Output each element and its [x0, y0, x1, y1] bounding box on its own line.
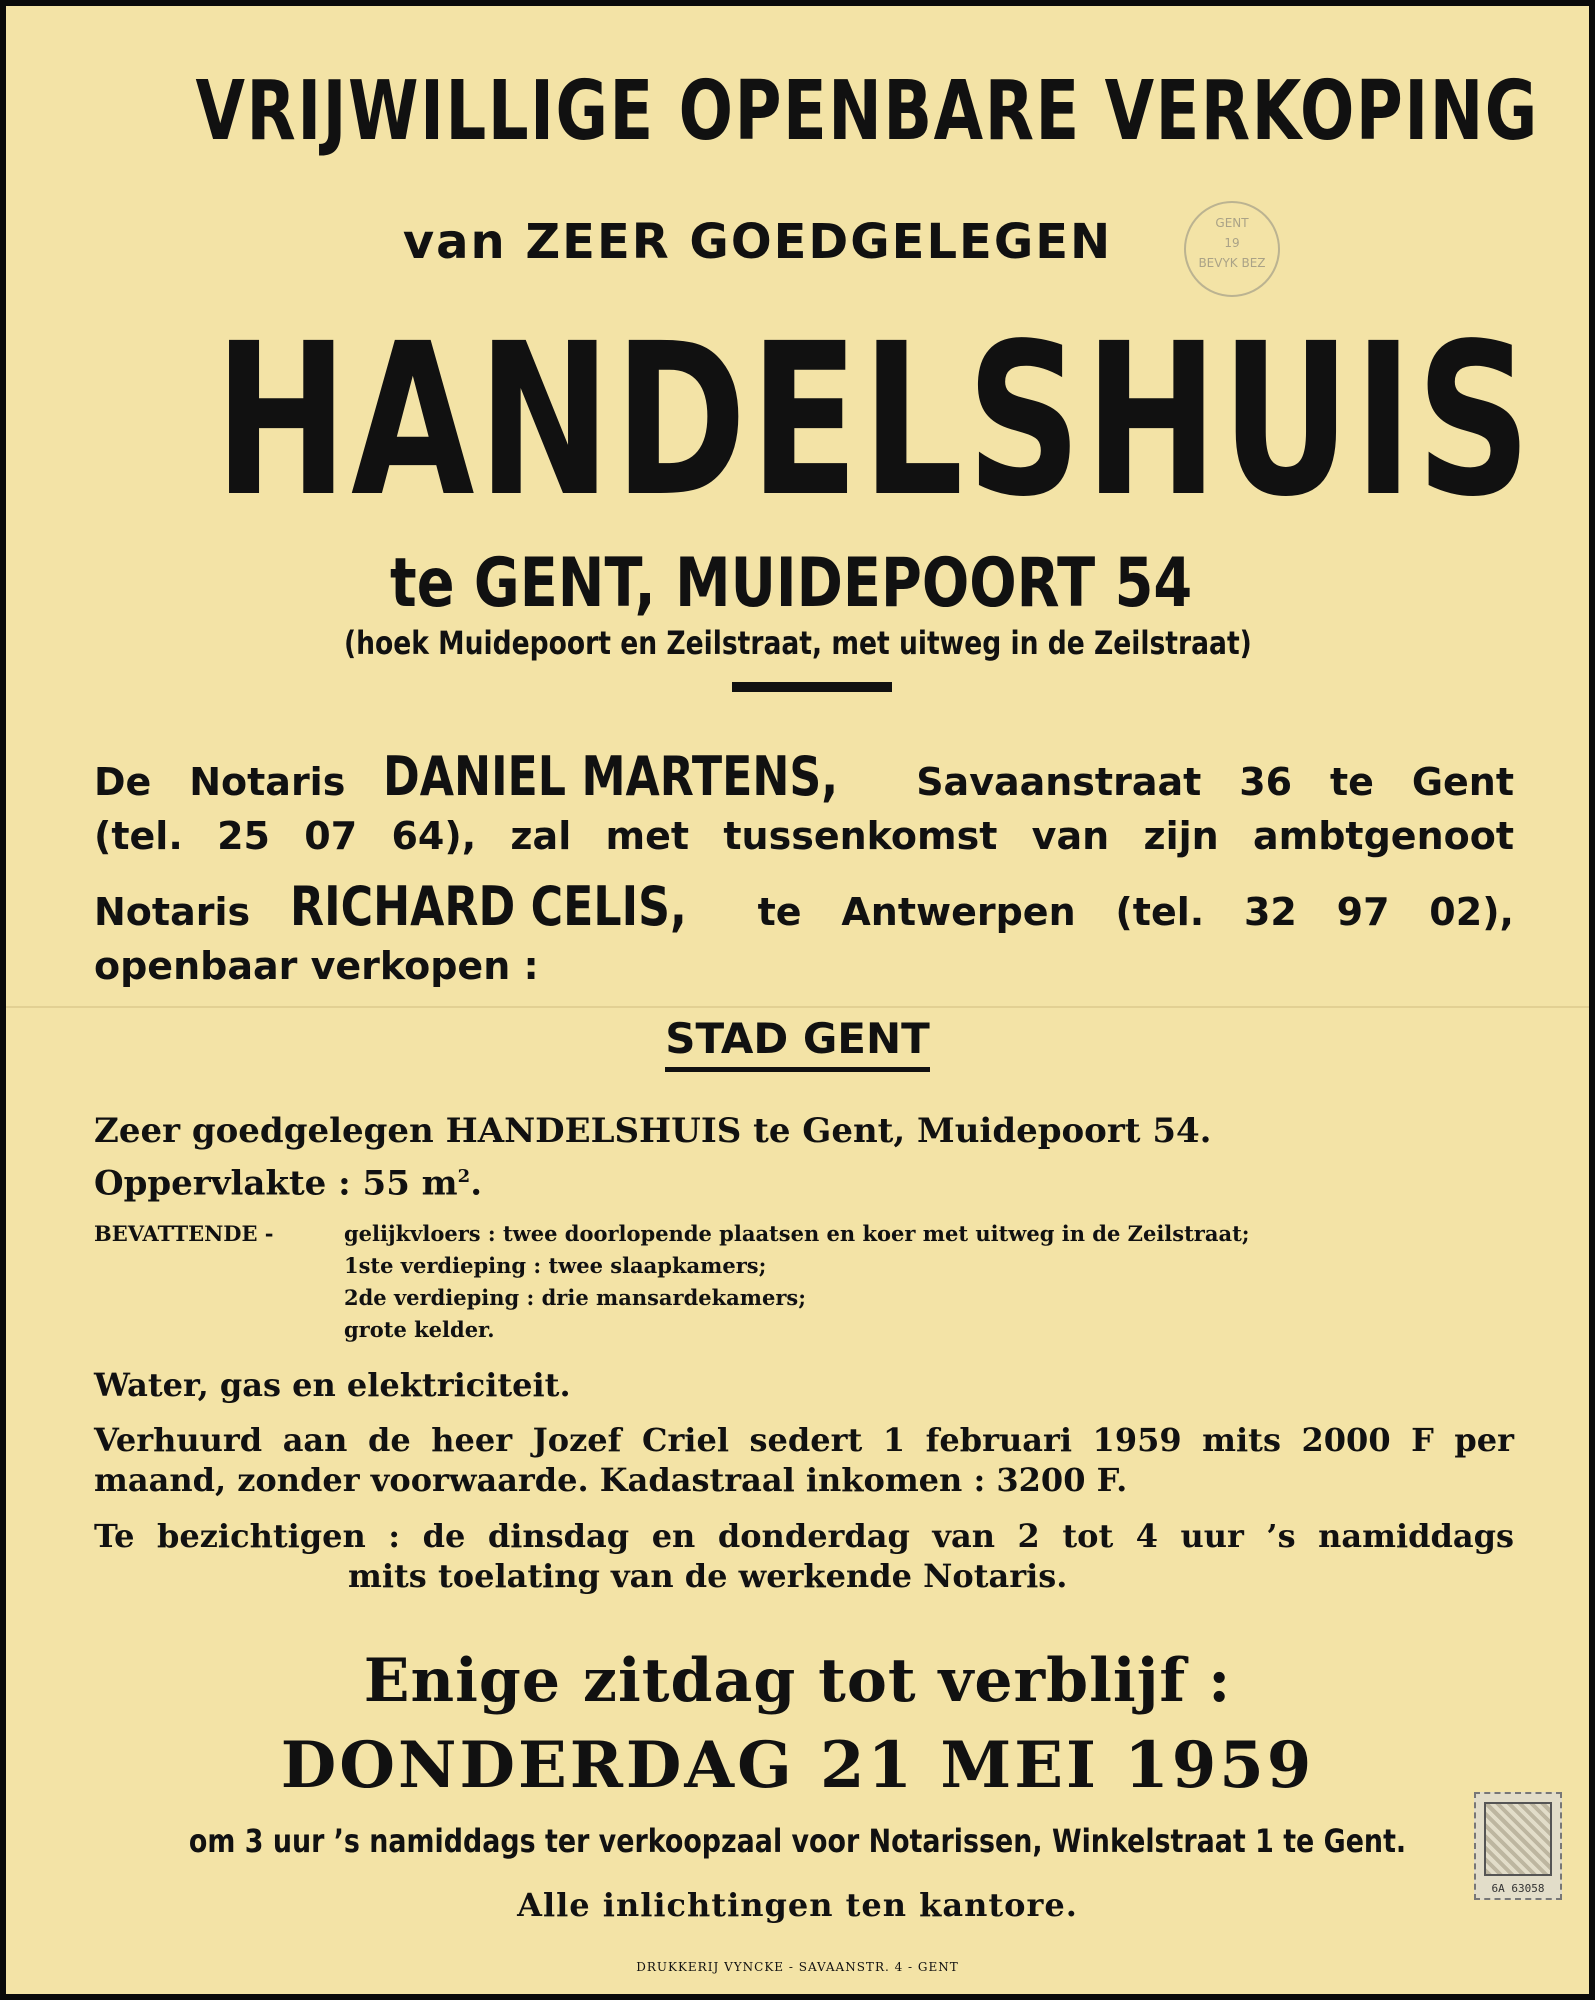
visit-line-2: mits toelating van de werkende Notaris. [348, 1557, 1068, 1595]
fold-crease [6, 1006, 1589, 1008]
main-title: HANDELSHUIS [214, 298, 1535, 543]
printer-credit: DRUKKERIJ VYNCKE - SAVAANSTR. 4 - GENT [636, 1960, 959, 1974]
location-note: (hoek Muidepoort en Zeilstraat, met uitweg in de Zeilstraat) [343, 624, 1252, 662]
info-line: Alle inlichtingen ten kantore. [517, 1886, 1078, 1924]
sale-heading: Enige zitdag tot verblijf : [363, 1646, 1232, 1716]
revenue-stamp: 6A 63058 [1474, 1792, 1562, 1900]
utilities: Water, gas en elektriciteit. [94, 1366, 571, 1404]
contains-item: 2de verdieping : drie mansardekamers; [344, 1285, 807, 1310]
sale-date: DONDERDAG 21 MEI 1959 [280, 1728, 1315, 1803]
title-line-2: van ZEER GOEDGELEGEN [402, 214, 1113, 270]
intro-line-2: (tel. 25 07 64), zal met tussenkomst van zijn ambtgenoot [94, 814, 1514, 858]
contains-item: grote kelder. [344, 1317, 495, 1342]
rent-line-2: maand, zonder voorwaarde. Kadastraal inkomen : 3200 F. [94, 1461, 1128, 1499]
section-heading: STAD GENT [6, 1014, 1589, 1063]
contains-item: 1ste verdieping : twee slaapkamers; [344, 1253, 767, 1278]
intro-line-1: De Notaris DANIEL MARTENS, Savaanstraat 36 te Gent [94, 745, 1515, 808]
contains-item: gelijkvloers : twee doorlopende plaatsen en koer met uitweg in de Zeilstraat; [344, 1221, 1250, 1246]
intro-line-3: Notaris RICHARD CELIS, te Antwerpen (tel. 32 97 02), [94, 875, 1514, 938]
location-line: te GENT, MUIDEPOORT 54 [390, 544, 1193, 623]
rent-line-1: Verhuurd aan de heer Jozef Criel sedert 1 februari 1959 mits 2000 F per [94, 1421, 1514, 1459]
visit-line-1: Te bezichtigen : de dinsdag en donderdag van 2 tot 4 uur ’s namiddags [94, 1517, 1514, 1555]
title-line-1: VRIJWILLIGE OPENBARE VERKOPING [195, 64, 1539, 159]
poster: VRIJWILLIGE OPENBARE VERKOPING van ZEER GOEDGELEGEN HANDELSHUIS te GENT, MUIDEPOORT 54 (hoek Muidepoort en Zeilstraat, met uitweg in de Zeilstraat) GENT 19 BEVYK BEZ De Notaris DANIEL MARTENS, Savaanstraat 36 te Gent (tel. 25 07 64), zal met tussenkomst van zijn ambtgenoot Notaris RICHARD CELIS, te Antwerpen (tel. 32 97 02), openbaar verkopen : STAD GENT Zeer goedgelegen HANDELSHUIS te Gent, Muidepoort 54. Oppervlakte : 55 $m^2$. BEVATTENDE - gelijkvloers : twee doorlopende plaatsen en koer met uitweg in de Zeilstraat; 1ste verdieping : twee slaapkamers; 2de verdieping : drie mansardekamers; grote kelder. Water, gas en elektriciteit. Verhuurd aan de heer Jozef Criel sedert 1 februari 1959 mits 2000 F per maand, zonder voorwaarde. Kadastraal inkomen : 3200 F. Te bezichtigen : de dinsdag en donderdag van 2 tot 4 uur ’s namiddags mits toelating van de werkende Notaris. Enige zitdag tot verblijf : DONDERDAG 21 MEI 1959 om 3 uur ’s namiddags ter verkoopzaal voor Notarissen, Winkelstraat 1 te Gent. Alle inlichtingen ten kantore. 6A 63058 DRUKKERIJ VYNCKE - SAVAANSTR. 4 - GENT [6, 6, 1589, 1994]
property-line-1: Zeer goedgelegen HANDELSHUIS te Gent, Muidepoort 54. [94, 1111, 1212, 1151]
sale-details: om 3 uur ’s namiddags ter verkoopzaal voor Notarissen, Winkelstraat 1 te Gent. [188, 1822, 1407, 1860]
revenue-stamp-image [1484, 1802, 1552, 1876]
intro-line-4: openbaar verkopen : [94, 944, 539, 988]
divider-rule [732, 682, 892, 692]
gent-seal-stamp: GENT 19 BEVYK BEZ [1184, 201, 1280, 297]
property-surface: Oppervlakte : 55 $m^2$. [94, 1163, 483, 1204]
